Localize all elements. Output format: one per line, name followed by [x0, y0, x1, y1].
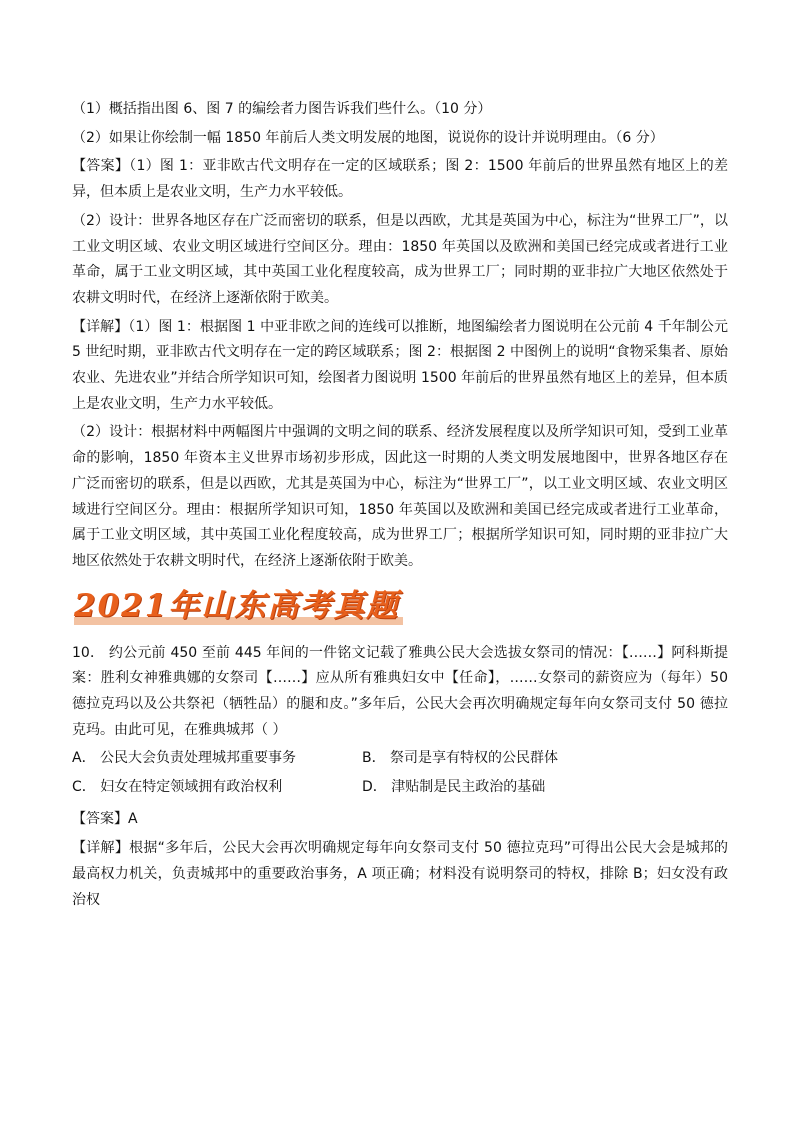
answer-part-1: 【答案】（1）图 1：亚非欧古代文明存在一定的区域联系；图 2：1500 年前后的世界虽然有地区上的差异，但本质上是农业文明，生产力水平较低。 [72, 158, 728, 201]
option-d: D． 津贴制是民主政治的基础 [362, 779, 546, 796]
detail-part-1: 【详解】（1）图 1：根据图 1 中亚非欧之间的连线可以推断，地图编绘者力图说明在公元前 4 千年制公元 5 世纪时期，亚非欧古代文明存在一定的跨区域联系；图 2：根据图 2 中图例上的说明“食物采集者、原始农业、先进农业”并结合所学知识可知，绘图者力图说明 1500 年前后的世界虽然有地区上的差异，但本质上是农业文明，生产力水平较低。 [72, 318, 728, 412]
answer-10: 【答案】A [72, 811, 138, 828]
detail-part-2: （2）设计：根据材料中两幅图片中强调的文明之间的联系、经济发展程度以及所学知识可知，受到工业革命的影响，1850 年资本主义世界市场初步形成，因此这一时期的人类文明发展地图中，世界各地区存在广泛而密切的联系，但是以西欧，尤其是英国为中心，标注为“世界工厂”，以工业文明区域、农业文明区域进行空间区分。理由：根据所学知识可知，1850 年英国以及欧洲和美国已经完成或者进行工业革命，属于工业文明区域，其中英国工业化程度较高，成为世界工厂；根据所学知识可知，同时期的亚非拉广大地区依然处于农耕文明时代，在经济上逐渐依附于欧美。 [72, 424, 728, 569]
section-banner-title: 2021年山东高考真题 [74, 587, 403, 625]
question-2: （2）如果让你绘制一幅 1850 年前后人类文明发展的地图，说说你的设计并说明理由。（6 分） [72, 129, 664, 146]
answer-part-2: （2）设计：世界各地区存在广泛而密切的联系，但是以西欧，尤其是英国为中心，标注为“世界工厂”，以工业文明区域、农业文明区域进行空间区分。理由：1850 年英国以及欧洲和美国已经完成或者进行工业革命，属于工业文明区域，其中英国工业化程度较高，成为世界工厂；同时期的亚非拉广大地区依然处于农耕文明时代，在经济上逐渐依附于欧美。 [72, 212, 728, 306]
option-a: A． 公民大会负责处理城邦重要事务 [72, 750, 297, 767]
question-10: 10． 约公元前 450 至前 445 年间的一件铭文记载了雅典公民大会选拔女祭司的情况：【……】阿科斯提案：胜利女神雅典娜的女祭司【……】应从所有雅典妇女中【任命】，……女祭司的薪资应为（每年）50 德拉克玛以及公共祭祀（牺牲品）的腿和皮。”多年后，公民大会再次明确规定每年向女祭司支付 50 德拉克玛。由此可见，在雅典城邦（ ） [72, 644, 728, 738]
section-banner [74, 587, 728, 627]
detail-10: 【详解】根据“多年后，公民大会再次明确规定每年向女祭司支付 50 德拉克玛”可得出公民大会是城邦的最高权力机关，负责城邦中的重要政治事务，A 项正确；材料没有说明祭司的特权，排除 B；妇女没有政治权 [72, 840, 728, 908]
answer-options [72, 746, 728, 804]
document-page [72, 97, 728, 916]
option-c: C． 妇女在特定领域拥有政治权利 [72, 779, 283, 796]
option-b: B． 祭司是享有特权的公民群体 [362, 750, 559, 767]
question-1: （1）概括指出图 6、图 7 的编绘者力图告诉我们些什么。（10 分） [72, 101, 492, 117]
